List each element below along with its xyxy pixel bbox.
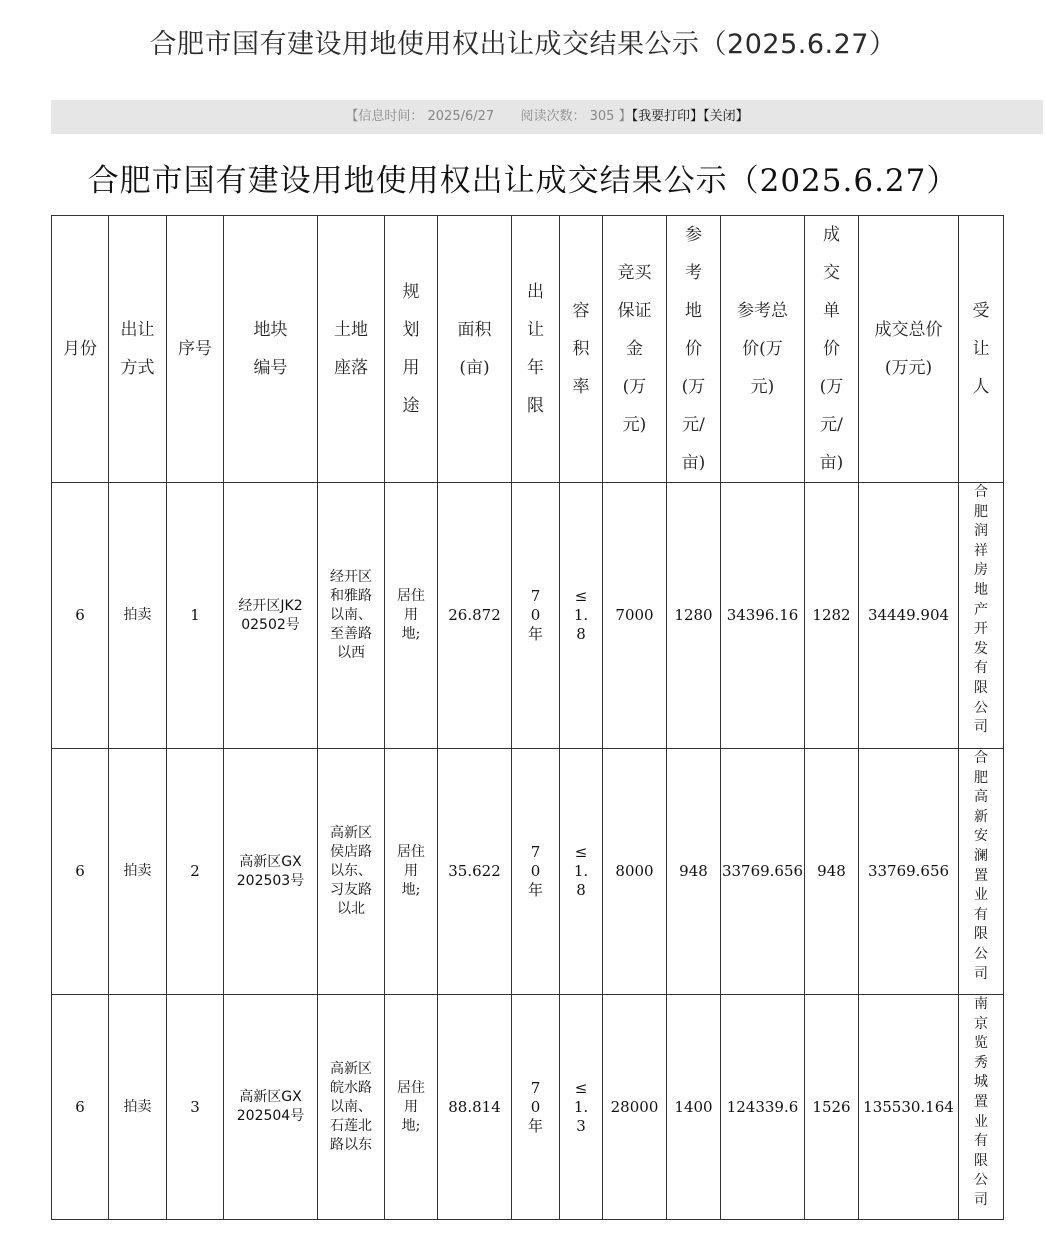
- term-cell: 70年: [512, 995, 560, 1220]
- deposit-cell: 7000: [603, 483, 667, 749]
- table-row: [52, 995, 1004, 1220]
- ref-total-price-cell: 33769.656: [721, 749, 805, 995]
- location-cell: 高新区侯店路以东、习友路以北: [318, 749, 385, 995]
- page-title: 合肥市国有建设用地使用权出让成交结果公示（2025.6.27）: [149, 29, 897, 60]
- document-title: 合肥市国有建设用地使用权出让成交结果公示（2025.6.27）: [87, 163, 959, 199]
- area-cell: 35.622: [438, 749, 512, 995]
- month-cell: 6: [52, 749, 109, 995]
- parcel-no-cell: 高新区GX202503号: [224, 749, 318, 995]
- far-cell: ≤1.8: [560, 483, 603, 749]
- term-cell: 70年: [512, 483, 560, 749]
- header-cell: 成交单价(万元/亩): [805, 216, 859, 483]
- deal-total-price-cell: 33769.656: [859, 749, 959, 995]
- table-header-row: [52, 216, 1004, 483]
- info-time-value: 2025/6/27: [427, 109, 495, 124]
- seq-cell: 1: [167, 483, 224, 749]
- location-cell: 经开区和雅路以南、至善路以西: [318, 483, 385, 749]
- info-bar: [51, 100, 1043, 134]
- seq-cell: 3: [167, 995, 224, 1220]
- ref-total-price-cell: 34396.16: [721, 483, 805, 749]
- read-count-label: 阅读次数：: [520, 109, 586, 124]
- header-cell: 月份: [52, 216, 109, 483]
- far-cell: ≤1.3: [560, 995, 603, 1220]
- usage-cell: 居住用地;: [385, 749, 438, 995]
- usage-cell: 居住用地;: [385, 995, 438, 1220]
- method-cell: 拍卖: [109, 995, 167, 1220]
- deal-unit-price-cell: 1282: [805, 483, 859, 749]
- term-cell: 70年: [512, 749, 560, 995]
- header-cell: 参考总价(万元): [721, 216, 805, 483]
- transferee-cell: 合肥高新安澜置业有限公司: [959, 749, 1004, 995]
- usage-cell: 居住用地;: [385, 483, 438, 749]
- ref-unit-price-cell: 1280: [667, 483, 721, 749]
- method-cell: 拍卖: [109, 483, 167, 749]
- header-cell: 竞买保证金(万元): [603, 216, 667, 483]
- parcel-no-cell: 高新区GX202504号: [224, 995, 318, 1220]
- deal-total-price-cell: 34449.904: [859, 483, 959, 749]
- transferee-cell: 合肥润祥房地产开发有限公司: [959, 483, 1004, 749]
- header-cell: 受让人: [959, 216, 1004, 483]
- info-time-label: 【信息时间：: [345, 109, 424, 124]
- parcel-no-cell: 经开区JK202502号: [224, 483, 318, 749]
- far-cell: ≤1.8: [560, 749, 603, 995]
- header-cell: 容积率: [560, 216, 603, 483]
- ref-unit-price-cell: 1400: [667, 995, 721, 1220]
- header-cell: 地块编号: [224, 216, 318, 483]
- ref-total-price-cell: 124339.6: [721, 995, 805, 1220]
- close-link[interactable]: 【关闭】: [703, 109, 749, 124]
- area-cell: 88.814: [438, 995, 512, 1220]
- header-cell: 参考地价(万元/亩): [667, 216, 721, 483]
- header-cell: 序号: [167, 216, 224, 483]
- deal-unit-price-cell: 948: [805, 749, 859, 995]
- header-cell: 面积(亩): [438, 216, 512, 483]
- read-count-value: 305: [589, 109, 615, 124]
- header-cell: 规划用途: [385, 216, 438, 483]
- deal-total-price-cell: 135530.164: [859, 995, 959, 1220]
- method-cell: 拍卖: [109, 749, 167, 995]
- seq-cell: 2: [167, 749, 224, 995]
- transferee-cell: 南京览秀城置业有限公司: [959, 995, 1004, 1220]
- land-transaction-table: [51, 215, 1004, 1220]
- area-cell: 26.872: [438, 483, 512, 749]
- ref-unit-price-cell: 948: [667, 749, 721, 995]
- location-cell: 高新区皖水路以南、石莲北路以东: [318, 995, 385, 1220]
- header-cell: 出让年限: [512, 216, 560, 483]
- header-cell: 成交总价(万元): [859, 216, 959, 483]
- deposit-cell: 8000: [603, 749, 667, 995]
- deal-unit-price-cell: 1526: [805, 995, 859, 1220]
- deposit-cell: 28000: [603, 995, 667, 1220]
- print-link[interactable]: 【我要打印】: [631, 109, 704, 124]
- month-cell: 6: [52, 995, 109, 1220]
- header-cell: 土地座落: [318, 216, 385, 483]
- month-cell: 6: [52, 483, 109, 749]
- header-cell: 出让方式: [109, 216, 167, 483]
- table-row: [52, 749, 1004, 995]
- info-bracket-close: 】: [618, 109, 632, 124]
- table-row: [52, 483, 1004, 749]
